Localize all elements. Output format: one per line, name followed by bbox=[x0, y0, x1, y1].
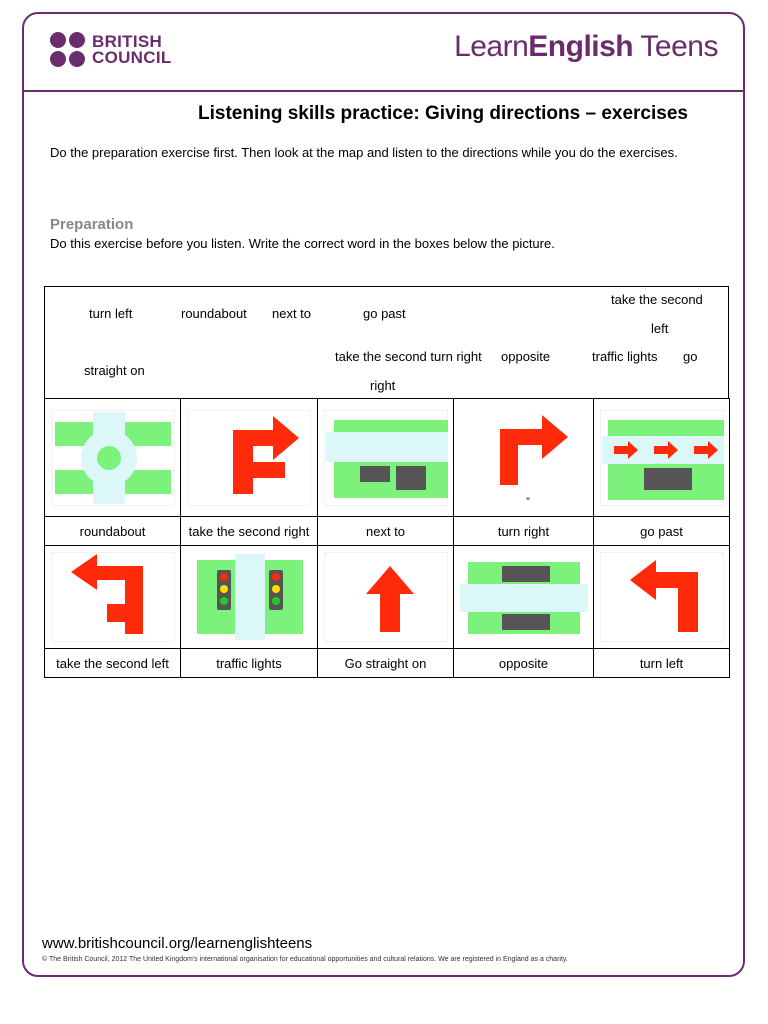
next-to-icon bbox=[324, 410, 448, 506]
picture-cell bbox=[594, 546, 730, 649]
label-cell: opposite bbox=[454, 649, 594, 678]
page-title: Listening skills practice: Giving directions – exercises bbox=[198, 103, 688, 124]
picture-cell bbox=[45, 399, 181, 517]
roundabout-icon bbox=[51, 410, 175, 506]
british-council-dots-icon bbox=[50, 32, 86, 68]
word-opposite: opposite bbox=[501, 349, 551, 364]
picture-grid bbox=[44, 398, 730, 678]
row1-note: ” bbox=[525, 495, 530, 508]
turn-right-arrow-icon bbox=[462, 403, 586, 513]
label-cell: roundabout bbox=[45, 517, 181, 546]
footer-copyright: © The British Council, 2012 The United Kingdom's international organisation for educational opportunities and cultural relations. We are registered in England as a charity. bbox=[42, 956, 568, 963]
word-go: go bbox=[683, 349, 698, 364]
preparation-heading: Preparation bbox=[50, 216, 134, 233]
label-cell: next to bbox=[318, 517, 454, 546]
word-turn-left: turn left bbox=[89, 306, 133, 321]
word-next-to: next to bbox=[272, 306, 312, 321]
word-bank bbox=[44, 286, 729, 399]
word-go-past: go past bbox=[363, 306, 406, 321]
traffic-lights-icon bbox=[187, 552, 311, 642]
header-divider bbox=[22, 90, 745, 92]
bc-logo-line1: BRITISH bbox=[92, 32, 163, 51]
label-cell: take the second left bbox=[45, 649, 181, 678]
picture-cell bbox=[318, 546, 454, 649]
footer-url-link[interactable]: www.britishcouncil.org/learnenglishteens bbox=[42, 935, 313, 952]
second-left-arrow-icon bbox=[51, 552, 175, 642]
word-traffic-lights: traffic lights bbox=[592, 349, 658, 364]
picture-cell bbox=[181, 546, 318, 649]
picture-cell bbox=[45, 546, 181, 649]
preparation-instruction: Do this exercise before you listen. Write the correct word in the boxes below the picture. bbox=[50, 236, 555, 251]
picture-cell bbox=[181, 399, 318, 517]
opposite-icon bbox=[456, 552, 592, 642]
label-cell: Go straight on bbox=[318, 649, 454, 678]
turn-left-arrow-icon bbox=[600, 552, 724, 642]
word-take-second-left-a: take the second bbox=[611, 292, 703, 307]
british-council-logo bbox=[50, 32, 172, 68]
label-cell: take the second right bbox=[181, 517, 318, 546]
picture-cell bbox=[594, 399, 730, 517]
word-take-second-right-b: right bbox=[370, 378, 396, 393]
label-cell: traffic lights bbox=[181, 649, 318, 678]
learnenglish-teens-logo: LearnEnglish Teens bbox=[454, 30, 718, 63]
picture-cell bbox=[454, 546, 594, 649]
label-cell: turn right bbox=[454, 517, 594, 546]
intro-text: Do the preparation exercise first. Then look at the map and listen to the directions while you do the exercises. bbox=[50, 145, 678, 160]
word-roundabout: roundabout bbox=[181, 306, 247, 321]
picture-cell bbox=[318, 399, 454, 517]
second-right-arrow-icon bbox=[187, 410, 311, 506]
go-past-icon bbox=[600, 410, 724, 506]
label-cell: go past bbox=[594, 517, 730, 546]
picture-cell bbox=[454, 399, 594, 517]
word-straight-on: straight on bbox=[84, 363, 145, 378]
word-take-second-left-b: left bbox=[651, 321, 669, 336]
word-take-second-right: take the second turn right bbox=[335, 349, 482, 364]
label-cell: turn left bbox=[594, 649, 730, 678]
straight-on-arrow-icon bbox=[324, 552, 448, 642]
bc-logo-line2: COUNCIL bbox=[92, 48, 172, 67]
